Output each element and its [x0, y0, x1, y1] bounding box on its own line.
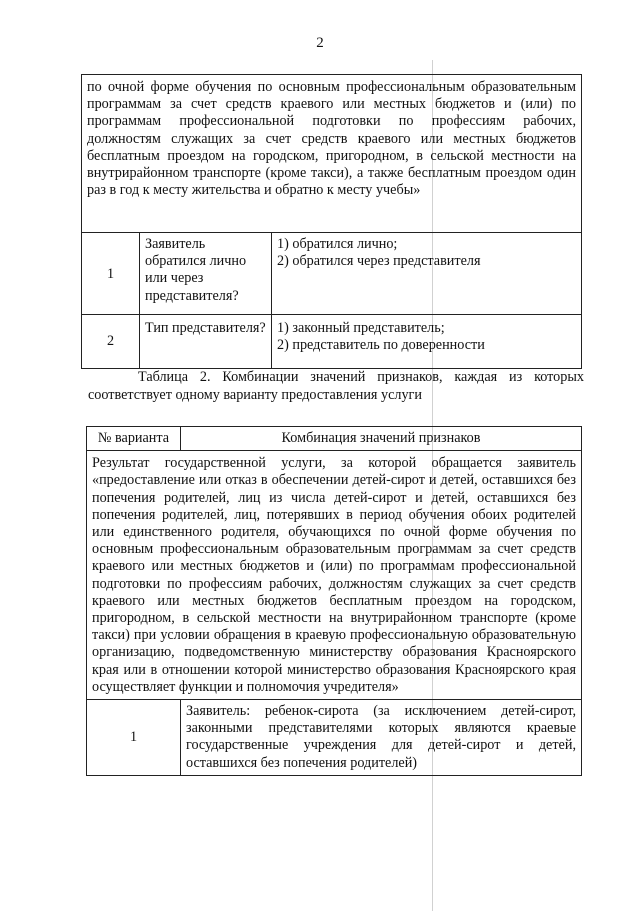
variant-description: Заявитель: ребенок-сирота (за исключением детей-сирот, законными представителями которых являются краевые государственные учреждения для детей-сирот и детей, оставшихся без попечения родителей) [181, 700, 582, 776]
table2-caption: Таблица 2. Комбинации значений признаков, каждая из которых соответствует одному варианту предоставления услуги [88, 369, 584, 403]
attribute-value: 2) обратился через представителя [277, 253, 481, 270]
attribute-question: Заявитель обратился лично или через представителя? [140, 233, 272, 315]
attribute-values [272, 315, 582, 369]
attributes-table [81, 74, 582, 369]
table-header-row [87, 427, 582, 451]
column-header-variant-number: № варианта [87, 427, 181, 451]
table-row [87, 700, 582, 776]
attribute-question: Тип представителя? [140, 315, 272, 369]
variant-number: 1 [87, 700, 181, 776]
table-row [82, 233, 582, 315]
combinations-table [86, 426, 582, 776]
page-number: 2 [316, 35, 324, 51]
attribute-values [272, 233, 582, 315]
column-header-combination: Комбинация значений признаков [181, 427, 582, 451]
attribute-value: 2) представитель по доверенности [277, 337, 485, 354]
table-row [82, 315, 582, 369]
attribute-value: 1) обратился лично; [277, 236, 398, 252]
table1-intro-cell: по очной форме обучения по основным профессиональным образовательным программам за счет средств краевого или местных бюджетов и (или) по программам профессиональной подготовки по профессиям рабочих, должностям служащих за счет средств краевого или местных бюджетов бесплатным проездом на городском, пригородном, в сельской местности на внутрирайонном транспорте (кроме такси), а также бесплатным проездом один раз в год к месту жительства и обратно к месту учебы» [82, 75, 582, 233]
row-number: 1 [82, 233, 140, 315]
row-number: 2 [82, 315, 140, 369]
service-result-cell: Результат государственной услуги, за которой обращается заявитель «предоставление или отказ в обеспечении детей-сирот и детей, оставшихся без попечения родителей, лиц из числа детей-сирот и детей, оставшихся без попечения родителей, лиц, потерявших в период обучения обоих родителей или единственного родителя, обучающихся по очной форме обучения по основным профессиональным образовательным программам за счет средств краевого или местных бюджетов и (или) по программам профессиональной подготовки по профессиям рабочих, должностям служащих за счет средств краевого или местных бюджетов бесплатным проездом на городском, пригородном, в сельской местности на внутрирайонном транспорте (кроме такси) при условии обращения в краевую профессиональную образовательную организацию, подведомственную министерству образования Красноярского края или в отношении которой министерство образования Красноярского края осуществляет функции и полномочия учредителя» [87, 451, 582, 700]
attribute-value: 1) законный представитель; [277, 320, 445, 336]
